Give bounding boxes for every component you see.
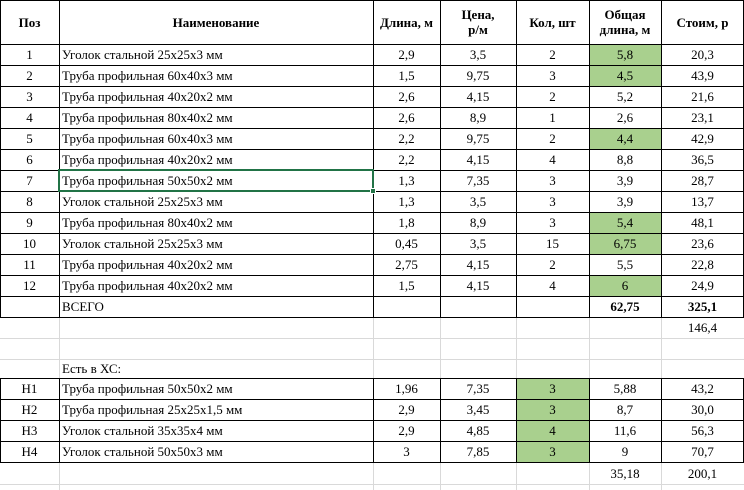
stock-cell-total[interactable]: 9 <box>621 444 629 459</box>
border-line <box>373 317 374 378</box>
cell-cost[interactable]: 48,1 <box>691 215 714 230</box>
cell-total[interactable]: 8,8 <box>616 152 634 167</box>
cell-name[interactable]: Уголок стальной 25х25х3 мм <box>62 47 223 62</box>
cell-cost[interactable]: 28,7 <box>691 173 714 188</box>
cell-qty[interactable]: 4 <box>549 152 556 167</box>
stock-cell-total[interactable]: 11,6 <box>613 423 637 438</box>
cell-price[interactable]: 7,35 <box>466 173 490 188</box>
border-line <box>0 65 744 66</box>
cell-pos[interactable]: 5 <box>26 131 33 146</box>
cell-pos[interactable]: 11 <box>23 257 36 272</box>
border-line <box>589 0 590 317</box>
stock-cell-total[interactable]: 5,88 <box>613 381 637 396</box>
header-length[interactable] <box>373 0 440 44</box>
cell-qty[interactable]: 15 <box>546 236 559 251</box>
header-pos-line-1: Поз <box>18 14 41 30</box>
cell-qty[interactable]: 3 <box>549 194 556 209</box>
cell-length[interactable] <box>373 296 440 317</box>
stock-cell-qty[interactable]: 4 <box>516 420 589 441</box>
border-line <box>440 462 441 490</box>
cell-length[interactable]: 1,5 <box>398 278 415 293</box>
border-line <box>59 378 60 462</box>
header-cost-line-1: Стоим, р <box>676 14 729 30</box>
cell-length[interactable]: 0,45 <box>395 236 418 251</box>
cell-qty[interactable]: 3 <box>549 68 556 83</box>
border-line <box>516 462 517 490</box>
border-line <box>0 296 744 297</box>
cell-pos[interactable]: 10 <box>23 236 36 251</box>
border-line <box>373 0 374 317</box>
fill-handle[interactable] <box>370 188 376 194</box>
cell-cost[interactable]: 42,9 <box>691 131 714 146</box>
cell-length[interactable]: 2,2 <box>398 131 415 146</box>
header-price-line-1: Цена, <box>461 7 495 22</box>
total-cost[interactable]: 325,1 <box>687 299 718 314</box>
cell-cost[interactable]: 24,9 <box>691 278 714 293</box>
cell-cost[interactable]: 21,6 <box>691 89 714 104</box>
cell-pos[interactable]: 2 <box>26 68 33 83</box>
cell-price[interactable]: 4,15 <box>466 89 490 104</box>
border-line <box>516 317 517 378</box>
stock-total-length[interactable]: 35,18 <box>610 465 640 481</box>
border-line <box>0 212 744 213</box>
cell-pos[interactable] <box>0 296 59 317</box>
border-line <box>661 378 662 462</box>
cell-total[interactable]: 6 <box>589 275 661 296</box>
stock-cell-price[interactable]: 4,85 <box>466 423 490 438</box>
cell-qty[interactable]: 3 <box>549 173 556 188</box>
border-line <box>0 338 744 339</box>
border-line <box>516 378 517 462</box>
cell-qty[interactable]: 4 <box>549 278 556 293</box>
border-line <box>0 484 744 485</box>
cell-name[interactable]: Труба профильная 40х20х2 мм <box>62 257 233 272</box>
cell-pos[interactable]: 12 <box>23 278 36 293</box>
stock-cell-price[interactable]: 7,85 <box>466 444 490 459</box>
cell-total[interactable]: 3,9 <box>616 194 634 209</box>
border-line <box>0 149 744 150</box>
stock-cell-name[interactable]: Труба профильная 25х25х1,5 мм <box>62 402 243 417</box>
border-line <box>589 317 590 378</box>
cell-price[interactable]: 9,75 <box>466 68 490 83</box>
cell-total[interactable]: 3,9 <box>616 173 634 188</box>
stock-cell-price[interactable]: 7,35 <box>466 381 490 396</box>
border-line <box>59 0 60 317</box>
border-line <box>373 378 374 462</box>
cell-name[interactable]: Труба профильная 60х40х3 мм <box>62 131 233 146</box>
cell-cost[interactable]: 36,5 <box>691 152 714 167</box>
border-line <box>0 441 744 442</box>
stock-cell-cost[interactable]: 43,2 <box>691 381 714 396</box>
extra-value[interactable]: 146,4 <box>687 320 718 335</box>
stock-cell-total[interactable]: 8,7 <box>616 402 634 417</box>
border-line <box>0 44 744 45</box>
header-total-length[interactable] <box>589 0 661 44</box>
border-line <box>373 462 374 490</box>
cell-length[interactable]: 1,5 <box>398 68 415 83</box>
cell-price[interactable]: 3,5 <box>469 194 487 209</box>
header-price-line-2: р/м <box>468 22 488 37</box>
cell-cost[interactable]: 23,6 <box>691 236 714 251</box>
cell-qty[interactable]: 2 <box>549 89 556 104</box>
cell-price[interactable]: 3,5 <box>469 236 487 251</box>
border-line <box>0 420 744 421</box>
cell-qty[interactable] <box>516 296 589 317</box>
stock-label[interactable]: Есть в ХС: <box>62 361 122 376</box>
header-qty-line-1: Кол, шт <box>529 14 576 30</box>
total-length[interactable]: 62,75 <box>610 299 640 314</box>
cell-cost[interactable]: 13,7 <box>691 194 714 209</box>
cell-length[interactable]: 2,6 <box>398 110 415 125</box>
cell-name[interactable]: Труба профильная 60х40х3 мм <box>62 68 233 83</box>
cell-pos[interactable]: 9 <box>26 215 33 230</box>
cell-length[interactable]: 2,9 <box>398 47 415 62</box>
cell-pos[interactable]: 8 <box>26 194 33 209</box>
cell-pos[interactable]: 6 <box>26 152 33 167</box>
cell-cost[interactable]: 23,1 <box>691 110 714 125</box>
border-line <box>0 275 744 276</box>
stock-cell-pos[interactable]: Н2 <box>21 402 38 417</box>
stock-cell-qty[interactable]: 3 <box>516 378 589 399</box>
stock-cell-cost[interactable]: 70,7 <box>691 444 714 459</box>
cell-total[interactable]: 6,75 <box>589 233 661 254</box>
cell-name[interactable]: Уголок стальной 25х25х3 мм <box>62 236 223 251</box>
border-line <box>0 233 744 234</box>
cell-price[interactable]: 4,15 <box>466 278 490 293</box>
cell-length[interactable]: 1,3 <box>398 194 415 209</box>
cell-price[interactable]: 4,15 <box>466 257 490 272</box>
border-line <box>516 0 517 317</box>
cell-name[interactable]: Труба профильная 80х40х2 мм <box>62 110 233 125</box>
cell-length[interactable]: 2,6 <box>398 89 415 104</box>
cell-total[interactable]: 4,5 <box>589 65 661 86</box>
header-price[interactable] <box>440 0 516 44</box>
stock-cell-length[interactable]: 2,9 <box>398 402 415 417</box>
stock-cell-name[interactable]: Труба профильная 50х50х2 мм <box>62 381 233 396</box>
border-line <box>0 399 744 400</box>
stock-cell-length[interactable]: 2,9 <box>398 423 415 438</box>
stock-cell-pos[interactable]: Н3 <box>21 423 38 438</box>
cell-total[interactable]: 4,4 <box>589 128 661 149</box>
border-line <box>440 378 441 462</box>
cell-name[interactable]: Труба профильная 50х50х2 мм <box>62 173 233 188</box>
cell-total[interactable]: 5,5 <box>616 257 634 272</box>
cell-cost[interactable]: 22,8 <box>691 257 714 272</box>
border-line <box>0 170 744 171</box>
cell-name[interactable]: Труба профильная 40х20х2 мм <box>62 152 233 167</box>
header-total-length-line-2: длина, м <box>599 22 651 37</box>
border-line <box>0 107 744 108</box>
cell-qty[interactable]: 2 <box>549 47 556 62</box>
cell-total[interactable]: 5,2 <box>616 89 634 104</box>
cell-price[interactable]: 3,5 <box>469 47 487 62</box>
cell-name[interactable]: Труба профильная 80х40х2 мм <box>62 215 233 230</box>
border-line <box>0 128 744 129</box>
stock-cell-length[interactable]: 1,96 <box>395 381 418 396</box>
stock-cell-qty[interactable]: 3 <box>516 399 589 420</box>
border-line <box>59 462 60 490</box>
cell-length[interactable]: 2,75 <box>395 257 418 272</box>
header-cost[interactable] <box>661 0 744 44</box>
header-name-line-1: Наименование <box>172 14 260 30</box>
border-line <box>589 378 590 462</box>
cell-total[interactable]: 2,6 <box>616 110 634 125</box>
header-name[interactable] <box>59 0 373 44</box>
border-line <box>661 0 662 317</box>
cell-price[interactable]: 9,75 <box>466 131 490 146</box>
header-total-length-line-1: Общая <box>604 7 646 22</box>
stock-total-cost[interactable]: 200,1 <box>687 465 718 481</box>
border-line <box>0 462 744 463</box>
border-line <box>0 86 744 87</box>
cell-price[interactable]: 8,9 <box>469 215 487 230</box>
cell-total[interactable]: 5,8 <box>589 44 661 65</box>
cell-price[interactable]: 8,9 <box>469 110 487 125</box>
cell-pos[interactable]: 1 <box>26 47 33 62</box>
cell-cost[interactable]: 43,9 <box>691 68 714 83</box>
stock-cell-length[interactable]: 3 <box>403 444 410 459</box>
cell-name[interactable]: Труба профильная 40х20х2 мм <box>62 278 233 293</box>
stock-cell-cost[interactable]: 30,0 <box>691 402 714 417</box>
stock-cell-price[interactable]: 3,45 <box>466 402 490 417</box>
total-label[interactable]: ВСЕГО <box>62 299 104 314</box>
cell-pos[interactable]: 3 <box>26 89 33 104</box>
header-length-line-1: Длина, м <box>379 14 434 30</box>
header-qty[interactable] <box>516 0 589 44</box>
cell-name[interactable]: Труба профильная 40х20х2 мм <box>62 89 233 104</box>
border-line <box>0 317 744 318</box>
cell-qty[interactable]: 3 <box>549 215 556 230</box>
cell-total[interactable]: 5,4 <box>589 212 661 233</box>
stock-cell-pos[interactable]: Н1 <box>21 381 38 396</box>
stock-cell-qty[interactable]: 3 <box>516 441 589 462</box>
cell-length[interactable]: 1,8 <box>398 215 415 230</box>
cell-length[interactable]: 2,2 <box>398 152 415 167</box>
border-line <box>0 0 1 317</box>
stock-cell-cost[interactable]: 56,3 <box>691 423 714 438</box>
border-line <box>0 254 744 255</box>
cell-price[interactable]: 4,15 <box>466 152 490 167</box>
border-line <box>0 0 744 1</box>
cell-qty[interactable]: 2 <box>549 257 556 272</box>
cell-pos[interactable]: 7 <box>26 173 33 188</box>
border-line <box>440 0 441 317</box>
stock-cell-name[interactable]: Уголок стальной 35х35х4 мм <box>62 423 223 438</box>
stock-cell-name[interactable]: Уголок стальной 50х50х3 мм <box>62 444 223 459</box>
cell-length[interactable]: 1,3 <box>398 173 415 188</box>
border-line <box>440 317 441 378</box>
header-pos[interactable] <box>0 0 59 44</box>
cell-pos[interactable]: 4 <box>26 110 33 125</box>
stock-cell-pos[interactable]: Н4 <box>21 444 38 459</box>
cell-name[interactable]: Уголок стальной 25х25х3 мм <box>62 194 223 209</box>
cell-price[interactable] <box>440 296 516 317</box>
cell-cost[interactable]: 20,3 <box>691 47 714 62</box>
cell-qty[interactable]: 1 <box>549 110 556 125</box>
cell-qty[interactable]: 2 <box>549 131 556 146</box>
border-line <box>0 378 744 379</box>
